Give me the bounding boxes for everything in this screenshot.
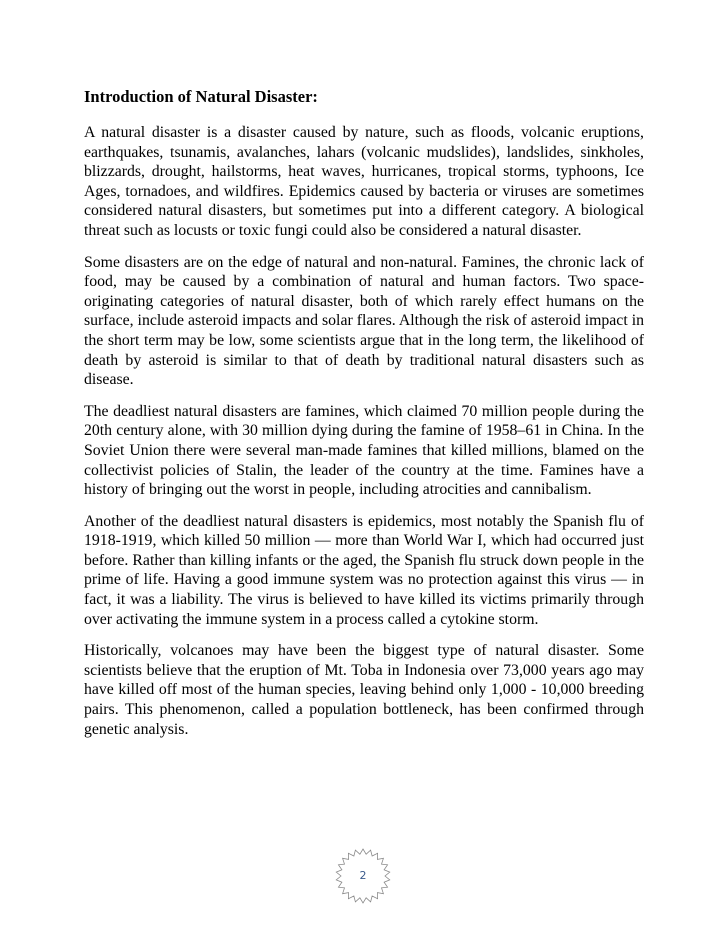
paragraph-epidemics: Another of the deadliest natural disasters is epidemics, most notably the Spanish flu of 1918-1919, which killed 50 million — more than World War I, which had occurred just before. Rather than killing infants or the aged, the Spanish flu struck down people in the prime of life. Having a good immune system was no protection against this virus — in fact, it was a liability. The virus is believed to have killed its victims primarily through over activating the immune system in a process called a cytokine storm. xyxy=(84,512,644,628)
document-page xyxy=(84,85,644,751)
document-heading: Introduction of Natural Disaster: xyxy=(84,87,318,106)
paragraph-famines: The deadliest natural disasters are famines, which claimed 70 million people during the 20th century alone, with 30 million dying during the famine of 1958–61 in China. In the Soviet Union there were several man-made famines that killed millions, blamed on the collectivist policies of Stalin, the leader of the country at the time. Famines have a history of bringing out the worst in people, including atrocities and cannibalism. xyxy=(84,402,644,499)
page-number-badge xyxy=(334,847,392,905)
paragraph-volcanoes: Historically, volcanoes may have been the biggest type of natural disaster. Some scientists believe that the eruption of Mt. Toba in Indonesia over 73,000 years ago may have killed off most of the human species, leaving behind only 1,000 - 10,000 breeding pairs. This phenomenon, called a population bottleneck, has been confirmed through genetic analysis. xyxy=(84,642,644,738)
paragraph-non-natural: Some disasters are on the edge of natural and non-natural. Famines, the chronic lack of food, may be caused by a combination of natural and human factors. Two space-originating categories of natural disaster, both of which rarely effect humans on the surface, include asteroid impacts and solar flares. Although the risk of asteroid impact in the short term may be low, some scientists argue that in the long term, the likelihood of death by asteroid is similar to that of death by traditional natural disasters such as disease. xyxy=(84,253,644,389)
page-number: 2 xyxy=(359,869,367,882)
paragraph-definition: A natural disaster is a disaster caused by nature, such as floods, volcanic eruptions, earthquakes, tsunamis, avalanches, lahars (volcanic mudslides), landslides, sinkholes, blizzards, drought, hailstorms, heat waves, hurricanes, tropical storms, typhoons, Ice Ages, tornadoes, and wildfires. Epidemics caused by bacteria or viruses are sometimes considered natural disasters, but sometimes put into a different category. A biological threat such as locusts or toxic fungi could also be considered a natural disaster. xyxy=(84,124,644,239)
